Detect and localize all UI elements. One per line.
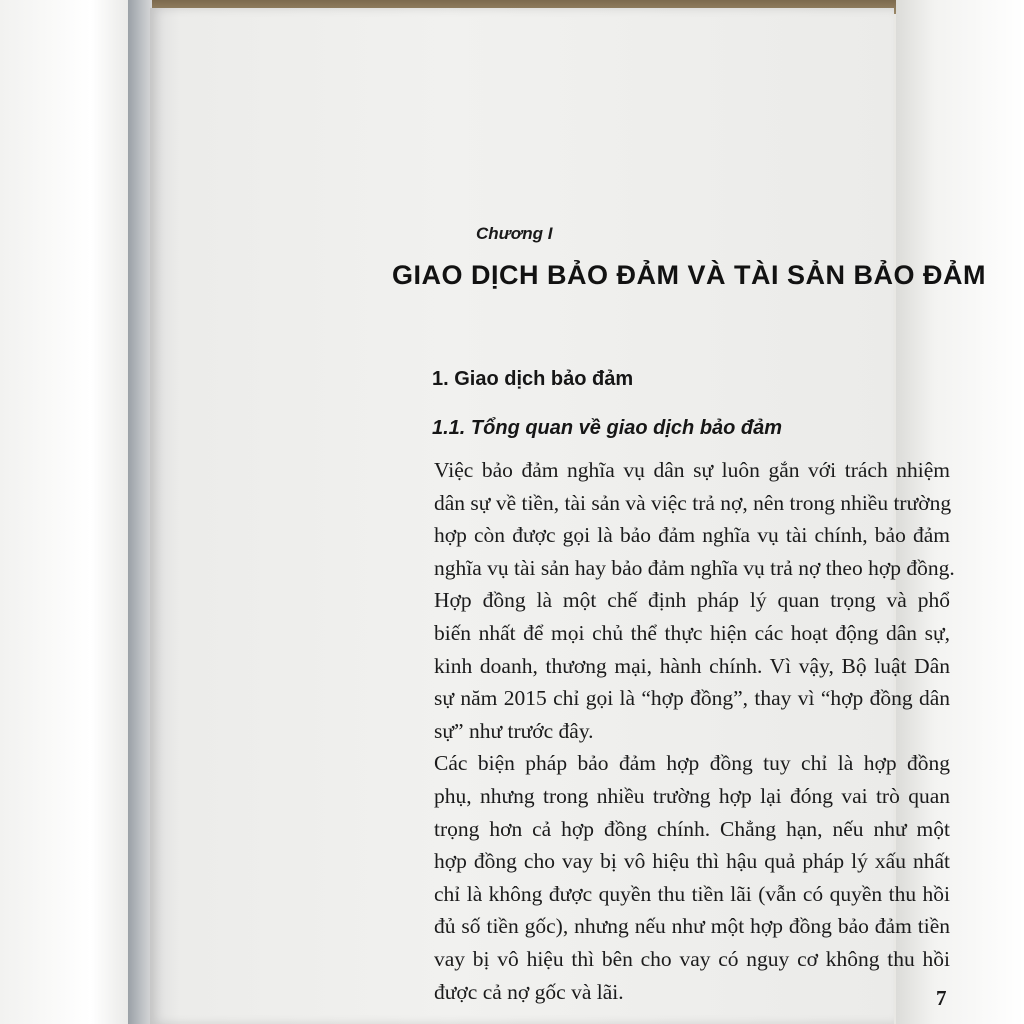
paragraph bbox=[434, 454, 955, 584]
text-line: sự năm 2015 chỉ gọi là “hợp đồng”, thay vì “hợp đồng dân bbox=[434, 686, 950, 711]
text-line: nghĩa vụ tài sản hay bảo đảm nghĩa vụ trả nợ theo hợp đồng. bbox=[434, 555, 955, 580]
book-page bbox=[150, 8, 986, 1024]
text-line: hợp đồng cho vay bị vô hiệu thì hậu quả pháp lý xấu nhất bbox=[434, 849, 950, 874]
text-line: hợp còn được gọi là bảo đảm nghĩa vụ tài chính, bảo đảm bbox=[434, 523, 950, 548]
text-line: đủ số tiền gốc), nhưng nếu như một hợp đồng bảo đảm tiền bbox=[434, 914, 950, 939]
page-number: 7 bbox=[936, 986, 947, 1010]
body-text bbox=[434, 454, 955, 1008]
text-line: Việc bảo đảm nghĩa vụ dân sự luôn gắn với trách nhiệm bbox=[434, 458, 950, 482]
text-line: Hợp đồng là một chế định pháp lý quan trọng và phổ bbox=[434, 588, 950, 613]
paragraph bbox=[434, 584, 950, 747]
text-line: trọng hơn cả hợp đồng chính. Chẳng hạn, nếu như một bbox=[434, 816, 950, 841]
book-spine bbox=[128, 0, 152, 1024]
text-line: Các biện pháp bảo đảm hợp đồng tuy chỉ là hợp đồng bbox=[434, 751, 950, 776]
text-line: biến nhất để mọi chủ thể thực hiện các hoạt động dân sự, bbox=[434, 620, 950, 645]
text-line: kinh doanh, thương mại, hành chính. Vì vậy, Bộ luật Dân bbox=[434, 653, 950, 678]
text-line: sự” như trước đây. bbox=[434, 718, 594, 743]
chapter-label: Chương I bbox=[476, 224, 553, 243]
chapter-title: GIAO DỊCH BẢO ĐẢM VÀ TÀI SẢN BẢO ĐẢM bbox=[392, 260, 986, 290]
text-line: vay bị vô hiệu thì bên cho vay có nguy cơ không thu hồi bbox=[434, 946, 950, 971]
text-line: chỉ là không được quyền thu tiền lãi (vẫn có quyền thu hồi bbox=[434, 881, 950, 906]
text-line: dân sự về tiền, tài sản và việc trả nợ, nên trong nhiều trường bbox=[434, 490, 952, 515]
desk-background-left bbox=[0, 0, 130, 1024]
section-heading: 1. Giao dịch bảo đảm bbox=[432, 368, 634, 390]
text-line: phụ, nhưng trong nhiều trường hợp lại đóng vai trò quan bbox=[434, 783, 950, 808]
subsection-heading: 1.1. Tổng quan về giao dịch bảo đảm bbox=[432, 417, 783, 439]
text-line: được cả nợ gốc và lãi. bbox=[434, 979, 624, 1004]
paragraph bbox=[434, 747, 950, 1008]
